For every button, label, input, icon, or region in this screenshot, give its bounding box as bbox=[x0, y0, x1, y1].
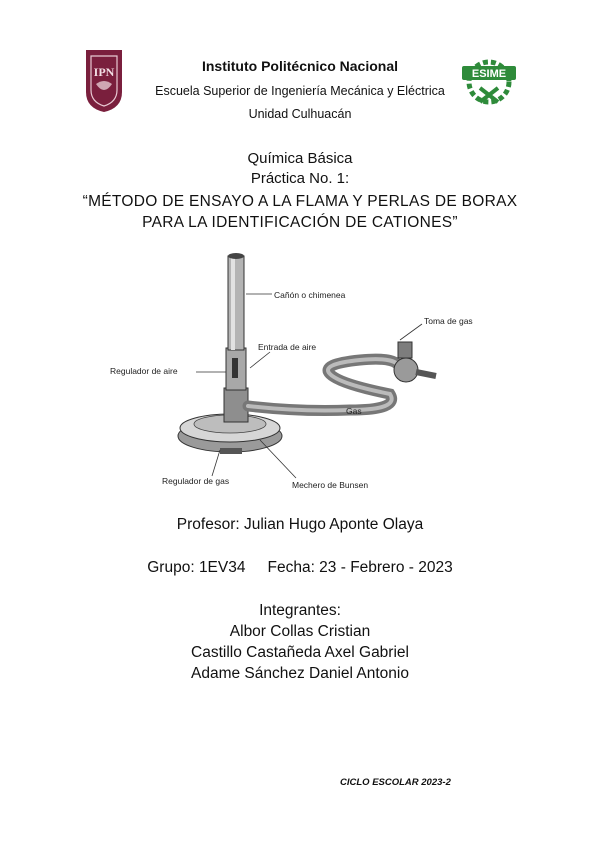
member-name: Albor Collas Cristian bbox=[229, 623, 371, 640]
course-subject: Química Básica bbox=[247, 150, 353, 167]
ciclo-escolar: CICLO ESCOLAR 2023-2 bbox=[340, 777, 451, 788]
practice-title-line2: PARA LA IDENTIFICACIÓN DE CATIONES” bbox=[142, 214, 458, 231]
label-mechero: Mechero de Bunsen bbox=[292, 480, 369, 490]
practice-title-line1: “MÉTODO DE ENSAYO A LA FLAMA Y PERLAS DE BORAX bbox=[82, 193, 518, 210]
bunsen-burner-figure bbox=[100, 244, 500, 500]
integrantes-label: Integrantes: bbox=[259, 602, 341, 619]
label-toma-gas: Toma de gas bbox=[424, 316, 473, 326]
member-name: Castillo Castañeda Axel Gabriel bbox=[191, 644, 409, 661]
profesor: Profesor: Julian Hugo Aponte Olaya bbox=[176, 516, 424, 533]
grupo-fecha-row bbox=[0, 559, 600, 577]
fecha: Fecha: 23 - Febrero - 2023 bbox=[267, 559, 453, 576]
practice-number: Práctica No. 1: bbox=[250, 170, 350, 187]
grupo: Grupo: 1EV34 bbox=[147, 559, 246, 576]
label-regulador-aire: Regulador de aire bbox=[110, 366, 178, 376]
member-name: Adame Sánchez Daniel Antonio bbox=[190, 665, 409, 682]
esime-logo-text: ESIME bbox=[471, 68, 507, 80]
label-gas: Gas bbox=[346, 406, 362, 416]
school-name: Escuela Superior de Ingeniería Mecánica y Eléctrica bbox=[155, 84, 445, 98]
institution-name: Instituto Politécnico Nacional bbox=[201, 58, 399, 74]
label-entrada-aire: Entrada de aire bbox=[258, 342, 317, 352]
label-canon: Cañón o chimenea bbox=[274, 290, 346, 300]
label-regulador-gas: Regulador de gas bbox=[162, 476, 230, 486]
unit-name: Unidad Culhuacán bbox=[248, 107, 352, 121]
ipn-logo-text: IPN bbox=[93, 65, 115, 79]
